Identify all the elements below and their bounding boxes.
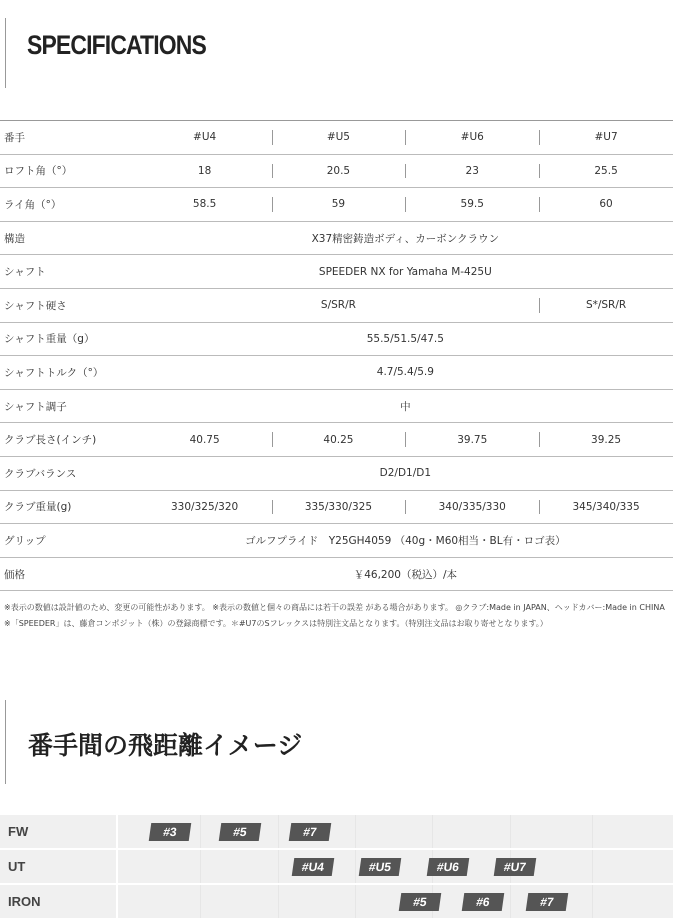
spec-row [0, 322, 673, 356]
spec-row [0, 255, 673, 289]
spec-row [0, 221, 673, 255]
row-label: 番手 [0, 121, 138, 155]
section-bar [5, 18, 6, 88]
row-label: 構造 [0, 221, 138, 255]
cell: #U7 [539, 121, 673, 155]
row-label: UT [0, 850, 118, 883]
grid-line [278, 885, 279, 918]
cell: 59 [272, 188, 406, 222]
cell: X37精密鋳造ボディ、カーボンクラウン [138, 221, 673, 255]
cell: 335/330/325 [272, 490, 406, 524]
grid-line [510, 885, 511, 918]
grid-line [355, 850, 356, 883]
spec-row [0, 288, 673, 322]
row-label: ライ角（°） [0, 188, 138, 222]
spec-title: SPECIFICATIONS [27, 30, 206, 60]
distance-row [0, 850, 673, 883]
club-badge: #U5 [359, 858, 402, 876]
grid-line [432, 815, 433, 848]
club-badge: #5 [219, 823, 262, 841]
grid-line [592, 815, 593, 848]
cell: S*/SR/R [539, 288, 673, 322]
cell: 20.5 [272, 154, 406, 188]
club-badge: #6 [462, 893, 505, 911]
row-label: クラブバランス [0, 456, 138, 490]
cell: 40.25 [272, 423, 406, 457]
spec-table [0, 120, 673, 591]
spec-row [0, 423, 673, 457]
row-label: IRON [0, 885, 118, 918]
row-label: シャフトトルク（°） [0, 356, 138, 390]
spec-row [0, 389, 673, 423]
club-badge: #7 [289, 823, 332, 841]
cell: 58.5 [138, 188, 272, 222]
grid-line [510, 815, 511, 848]
row-label: 価格 [0, 557, 138, 591]
cell: 340/335/330 [405, 490, 539, 524]
row-label: FW [0, 815, 118, 848]
grid-line [355, 885, 356, 918]
row-label: ロフト角（°） [0, 154, 138, 188]
section-bar [5, 700, 6, 784]
spec-row [0, 188, 673, 222]
row-label: シャフト重量（g） [0, 322, 138, 356]
spec-row [0, 557, 673, 591]
cell: ￥46,200（税込）/本 [138, 557, 673, 591]
spec-row [0, 356, 673, 390]
club-badge: #3 [149, 823, 192, 841]
spec-row [0, 490, 673, 524]
cell: 55.5/51.5/47.5 [138, 322, 673, 356]
spec-row [0, 524, 673, 558]
cell: #U6 [405, 121, 539, 155]
cell: #U5 [272, 121, 406, 155]
cell: SPEEDER NX for Yamaha M-425U [138, 255, 673, 289]
distance-row [0, 885, 673, 918]
cell: S/SR/R [138, 288, 539, 322]
cell: #U4 [138, 121, 272, 155]
cell: 39.75 [405, 423, 539, 457]
row-label: シャフト調子 [0, 389, 138, 423]
grid-line [592, 850, 593, 883]
spec-row [0, 121, 673, 155]
grid-line [278, 815, 279, 848]
spec-row [0, 456, 673, 490]
grid-line [278, 850, 279, 883]
grid-line [355, 815, 356, 848]
cell: 40.75 [138, 423, 272, 457]
club-badge: #5 [399, 893, 442, 911]
club-badge: #7 [526, 893, 569, 911]
cell: 59.5 [405, 188, 539, 222]
row-label: シャフト [0, 255, 138, 289]
row-label: グリップ [0, 524, 138, 558]
cell: 23 [405, 154, 539, 188]
cell: 18 [138, 154, 272, 188]
row-label: クラブ長さ(インチ) [0, 423, 138, 457]
cell: D2/D1/D1 [138, 456, 673, 490]
spec-row [0, 154, 673, 188]
distance-title: 番手間の飛距離イメージ [28, 731, 303, 760]
cell: 中 [138, 389, 673, 423]
club-badge: #U4 [292, 858, 335, 876]
distance-row [0, 815, 673, 848]
cell: 39.25 [539, 423, 673, 457]
cell: 4.7/5.4/5.9 [138, 356, 673, 390]
row-label: シャフト硬さ [0, 288, 138, 322]
cell: ゴルフプライド Y25GH4059 （40g・M60相当・BL有・ロゴ表） [138, 524, 673, 558]
cell: 345/340/335 [539, 490, 673, 524]
club-badge: #U6 [427, 858, 470, 876]
cell: 60 [539, 188, 673, 222]
grid-line [200, 815, 201, 848]
grid-line [200, 850, 201, 883]
club-badge: #U7 [494, 858, 537, 876]
grid-line [592, 885, 593, 918]
grid-line [200, 885, 201, 918]
cell: 25.5 [539, 154, 673, 188]
spec-note: ※表示の数値は設計値のため、変更の可能性があります。 ※表示の数値と個々の商品には若干の誤差 がある場合があります。 ◎クラブ:Made in JAPAN、ヘッドカバー:Made in CHINA ※「SPEEDER」は、藤倉コンポジット（株）の登録商標です。＊#U7のSフレックスは特別注文品となります。（特別注文品はお取り寄せとなります。） [4, 603, 665, 628]
cell: 330/325/320 [138, 490, 272, 524]
distance-chart [0, 815, 673, 920]
row-label: クラブ重量(g) [0, 490, 138, 524]
